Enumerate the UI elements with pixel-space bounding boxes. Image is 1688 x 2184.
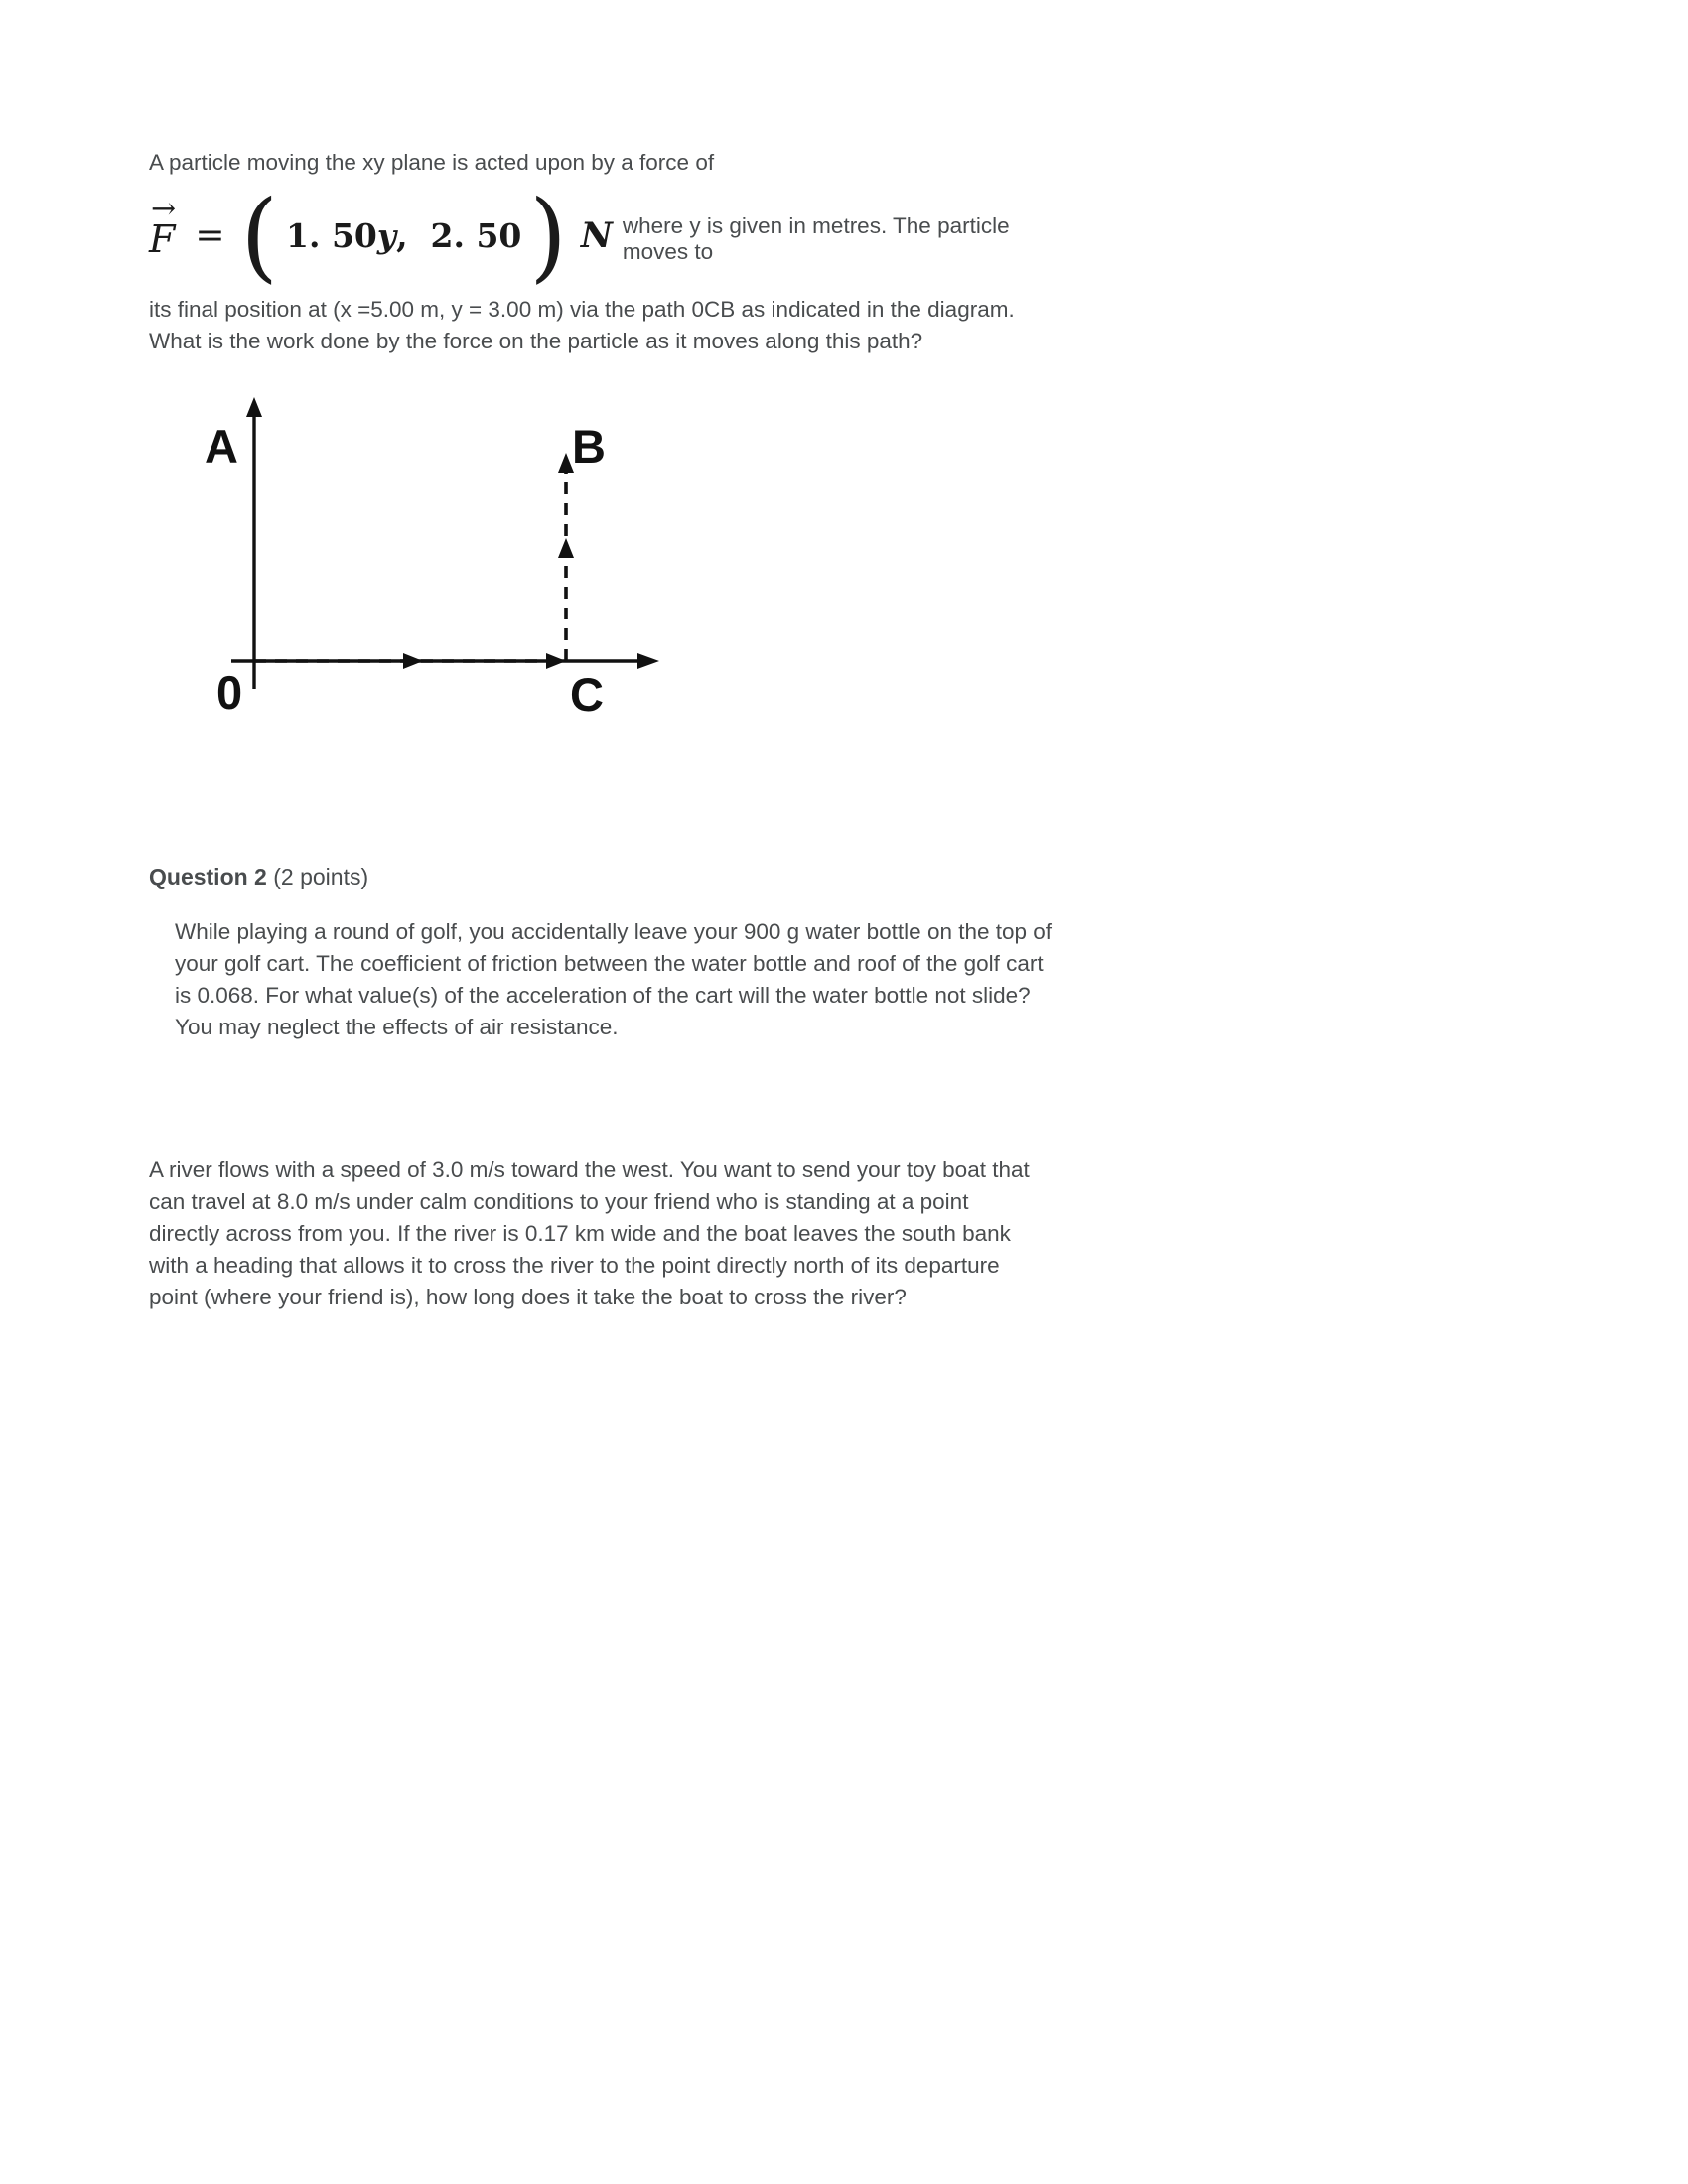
force-vector-symbol: [149, 191, 176, 261]
q1-body: its final position at (x =5.00 m, y = 3.00 m) via the path 0CB as indicated in the diagram. What is the work done by the force on the particle as it moves along this path?: [149, 296, 1015, 353]
x-axis-arrowhead: [637, 653, 659, 669]
label-B: B: [572, 419, 606, 473]
q3-body: A river flows with a speed of 3.0 m/s toward the west. You want to send your toy boat that can travel at 8.0 m/s under calm conditions to your friend who is standing at a point directly across from you. If the river is 0.17 km wide and the boat leaves the south bank with a heading that allows it to cross the river to the point directly north of its departure point (where your friend is), how long does it take the boat to cross the river?: [149, 1158, 1030, 1309]
path-vertical-mid-arrowhead: [558, 538, 574, 558]
q2-heading: [149, 861, 1072, 893]
y-variable: y: [376, 216, 397, 256]
path-horizontal-end-arrowhead: [546, 653, 566, 669]
q2-body: While playing a round of golf, you accidentally leave your 900 g water bottle on the top of your golf cart. The coefficient of friction between the water bottle and roof of the golf cart is 0.068. For what value(s) of the acceleration of the cart will the water bottle not slide? You may neglect the effects of air resistance.: [175, 919, 1053, 1040]
q1-formula: → F = ( 1. 50y, 2. 50 ) N where y is given in metres. The particle moves to: [149, 185, 1072, 288]
label-0: 0: [216, 665, 243, 719]
path-horizontal-mid-arrowhead: [403, 653, 423, 669]
q2-heading-points: (2 points): [266, 863, 369, 889]
label-C: C: [570, 667, 604, 721]
quiz-page: [0, 0, 1072, 1313]
path-diagram: [177, 391, 1072, 744]
q1-intro: A particle moving the xy plane is acted upon by a force of: [149, 150, 715, 175]
label-A: A: [205, 419, 238, 473]
q2-heading-title: Question 2: [149, 863, 267, 889]
vector-arrow: →: [151, 191, 175, 226]
y-axis-arrowhead: [246, 397, 262, 417]
equals-sign: =: [195, 215, 225, 257]
force-letter: F: [149, 216, 176, 261]
formula-tail-text: where y is given in metres. The particle moves to: [622, 212, 1010, 264]
force-components: 1. 50y, 2. 50: [286, 216, 522, 256]
newton-unit: N: [580, 215, 613, 257]
